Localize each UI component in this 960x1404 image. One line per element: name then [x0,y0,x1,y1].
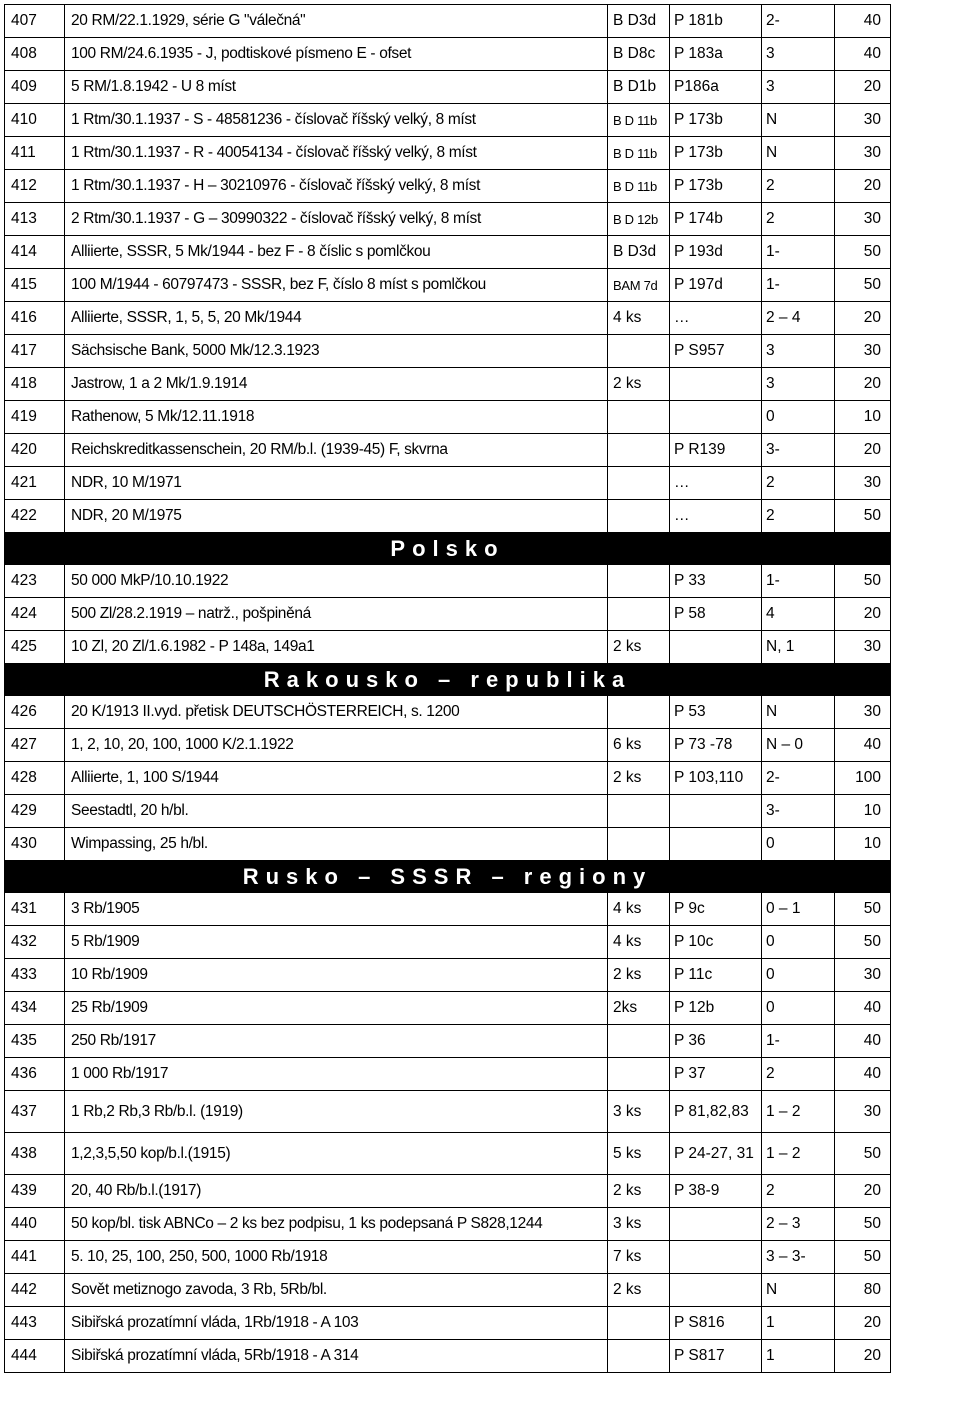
quantity-or-reference: 3 ks [608,1208,670,1241]
lot-number: 443 [5,1307,65,1340]
item-description: 1 Rtm/30.1.1937 - H – 30210976 - číslovač říšský velký, 8 míst [65,170,608,203]
item-description: 1 000 Rb/1917 [65,1058,608,1091]
pick-number: … [670,302,762,335]
catalog-row [5,500,891,533]
catalog-row [5,762,891,795]
item-description: 2 Rtm/30.1.1937 - G – 30990322 - číslovač říšský velký, 8 míst [65,203,608,236]
price: 50 [835,236,891,269]
quantity-or-reference [608,1025,670,1058]
item-description: Seestadtl, 20 h/bl. [65,795,608,828]
lot-number: 421 [5,467,65,500]
lot-number: 423 [5,565,65,598]
quantity-or-reference [608,1058,670,1091]
pick-number: P 174b [670,203,762,236]
item-description: 100 RM/24.6.1935 - J, podtiskové písmeno E - ofset [65,38,608,71]
condition-grade: N [762,137,835,170]
pick-number: P 10c [670,926,762,959]
lot-number: 411 [5,137,65,170]
quantity-or-reference: 2ks [608,992,670,1025]
pick-number: P S817 [670,1340,762,1373]
pick-number [670,1208,762,1241]
item-description: Reichskreditkassenschein, 20 RM/b.l. (1939-45) F, skvrna [65,434,608,467]
item-description: 25 Rb/1909 [65,992,608,1025]
quantity-or-reference: B D3d [608,5,670,38]
pick-number [670,631,762,664]
pick-number: P 38-9 [670,1175,762,1208]
item-description: NDR, 20 M/1975 [65,500,608,533]
lot-number: 415 [5,269,65,302]
price: 50 [835,926,891,959]
lot-number: 432 [5,926,65,959]
quantity-or-reference [608,828,670,861]
section-header-row [5,533,891,565]
item-description: 100 M/1944 - 60797473 - SSSR, bez F, číslo 8 míst s pomlčkou [65,269,608,302]
item-description: Sächsische Bank, 5000 Mk/12.3.1923 [65,335,608,368]
condition-grade: 3 [762,38,835,71]
pick-number: P S957 [670,335,762,368]
lot-number: 424 [5,598,65,631]
pick-number: P 12b [670,992,762,1025]
price: 20 [835,1340,891,1373]
item-description: Rathenow, 5 Mk/12.11.1918 [65,401,608,434]
condition-grade: 3 [762,368,835,401]
quantity-or-reference: 2 ks [608,1175,670,1208]
price: 80 [835,1274,891,1307]
section-title: Rakousko – republika [5,664,891,696]
quantity-or-reference: BAM 7d [608,269,670,302]
condition-grade: 3 – 3- [762,1241,835,1274]
quantity-or-reference: 7 ks [608,1241,670,1274]
lot-number: 429 [5,795,65,828]
catalog-row [5,828,891,861]
condition-grade: 1 – 2 [762,1091,835,1133]
item-description: 10 Rb/1909 [65,959,608,992]
catalog-row [5,631,891,664]
condition-grade: 1 – 2 [762,1133,835,1175]
lot-number: 407 [5,5,65,38]
catalog-row [5,992,891,1025]
condition-grade: 1- [762,269,835,302]
item-description: Sibiřská prozatímní vláda, 5Rb/1918 - A 314 [65,1340,608,1373]
price: 30 [835,1091,891,1133]
price: 20 [835,302,891,335]
pick-number: P 53 [670,696,762,729]
price: 40 [835,992,891,1025]
item-description: 20 K/1913 II.vyd. přetisk DEUTSCHÖSTERREICH, s. 1200 [65,696,608,729]
quantity-or-reference: B D3d [608,236,670,269]
item-description: 1 Rb,2 Rb,3 Rb/b.l. (1919) [65,1091,608,1133]
catalog-row [5,434,891,467]
quantity-or-reference: B D 12b [608,203,670,236]
banknote-price-list [4,4,891,1373]
condition-grade: 0 – 1 [762,893,835,926]
condition-grade: 1- [762,236,835,269]
condition-grade: 0 [762,828,835,861]
condition-grade: 2- [762,762,835,795]
quantity-or-reference [608,401,670,434]
price: 40 [835,1025,891,1058]
catalog-row [5,302,891,335]
price: 30 [835,467,891,500]
item-description: Alliierte, 1, 100 S/1944 [65,762,608,795]
pick-number: P 33 [670,565,762,598]
condition-grade: 3- [762,434,835,467]
item-description: 5. 10, 25, 100, 250, 500, 1000 Rb/1918 [65,1241,608,1274]
catalog-row [5,236,891,269]
price: 20 [835,71,891,104]
price: 10 [835,795,891,828]
item-description: 10 Zl, 20 Zl/1.6.1982 - P 148a, 149a1 [65,631,608,664]
lot-number: 439 [5,1175,65,1208]
lot-number: 425 [5,631,65,664]
lot-number: 441 [5,1241,65,1274]
price: 30 [835,631,891,664]
quantity-or-reference: 2 ks [608,1274,670,1307]
lot-number: 416 [5,302,65,335]
price: 40 [835,729,891,762]
pick-number: P 37 [670,1058,762,1091]
catalog-row [5,170,891,203]
catalog-row [5,137,891,170]
catalog-row [5,335,891,368]
lot-number: 408 [5,38,65,71]
price: 10 [835,828,891,861]
lot-number: 428 [5,762,65,795]
lot-number: 413 [5,203,65,236]
lot-number: 435 [5,1025,65,1058]
price: 40 [835,1058,891,1091]
lot-number: 419 [5,401,65,434]
catalog-row [5,104,891,137]
section-header-row [5,861,891,893]
catalog-row [5,1274,891,1307]
quantity-or-reference: B D 11b [608,137,670,170]
price-list-body [5,5,891,1373]
condition-grade: N [762,104,835,137]
pick-number: P 173b [670,170,762,203]
pick-number: P 24-27, 31 [670,1133,762,1175]
price: 40 [835,5,891,38]
quantity-or-reference [608,565,670,598]
condition-grade: 1 [762,1340,835,1373]
item-description: Alliierte, SSSR, 1, 5, 5, 20 Mk/1944 [65,302,608,335]
catalog-row [5,38,891,71]
condition-grade: 0 [762,926,835,959]
section-title: Polsko [5,533,891,565]
quantity-or-reference: B D8c [608,38,670,71]
item-description: Jastrow, 1 a 2 Mk/1.9.1914 [65,368,608,401]
condition-grade: 3 [762,335,835,368]
quantity-or-reference [608,434,670,467]
price: 50 [835,565,891,598]
pick-number [670,401,762,434]
pick-number: P 193d [670,236,762,269]
pick-number: P R139 [670,434,762,467]
price: 20 [835,1175,891,1208]
catalog-row [5,729,891,762]
lot-number: 427 [5,729,65,762]
quantity-or-reference [608,1340,670,1373]
quantity-or-reference [608,598,670,631]
quantity-or-reference: 2 ks [608,368,670,401]
condition-grade: 2 [762,500,835,533]
condition-grade: 1- [762,1025,835,1058]
condition-grade: 2 [762,170,835,203]
item-description: Sibiřská prozatímní vláda, 1Rb/1918 - A 103 [65,1307,608,1340]
price: 30 [835,696,891,729]
item-description: 1 Rtm/30.1.1937 - R - 40054134 - číslovač říšský velký, 8 míst [65,137,608,170]
catalog-row [5,598,891,631]
pick-number [670,828,762,861]
quantity-or-reference [608,335,670,368]
catalog-row [5,269,891,302]
quantity-or-reference [608,696,670,729]
price: 50 [835,1133,891,1175]
condition-grade: 2 [762,1175,835,1208]
pick-number: P 11c [670,959,762,992]
pick-number: P186a [670,71,762,104]
catalog-row [5,1091,891,1133]
catalog-row [5,5,891,38]
condition-grade: 0 [762,959,835,992]
quantity-or-reference [608,467,670,500]
price: 50 [835,1208,891,1241]
pick-number [670,795,762,828]
catalog-sheet [4,4,890,1373]
price: 20 [835,598,891,631]
item-description: 50 000 MkP/10.10.1922 [65,565,608,598]
lot-number: 414 [5,236,65,269]
price: 50 [835,269,891,302]
price: 50 [835,1241,891,1274]
catalog-row [5,959,891,992]
condition-grade: 2 – 3 [762,1208,835,1241]
item-description: 250 Rb/1917 [65,1025,608,1058]
condition-grade: 3- [762,795,835,828]
price: 20 [835,368,891,401]
price: 30 [835,959,891,992]
lot-number: 410 [5,104,65,137]
quantity-or-reference [608,1307,670,1340]
condition-grade: 2 [762,1058,835,1091]
catalog-row [5,401,891,434]
lot-number: 434 [5,992,65,1025]
condition-grade: 2- [762,5,835,38]
catalog-row [5,71,891,104]
lot-number: 420 [5,434,65,467]
price: 30 [835,104,891,137]
price: 100 [835,762,891,795]
catalog-row [5,795,891,828]
price: 20 [835,1307,891,1340]
item-description: 1, 2, 10, 20, 100, 1000 K/2.1.1922 [65,729,608,762]
quantity-or-reference: 4 ks [608,926,670,959]
condition-grade: N [762,1274,835,1307]
quantity-or-reference [608,795,670,828]
pick-number [670,1274,762,1307]
item-description: 20, 40 Rb/b.l.(1917) [65,1175,608,1208]
catalog-row [5,1025,891,1058]
catalog-row [5,1340,891,1373]
item-description: Alliierte, SSSR, 5 Mk/1944 - bez F - 8 číslic s pomlčkou [65,236,608,269]
lot-number: 436 [5,1058,65,1091]
pick-number: … [670,500,762,533]
condition-grade: 2 – 4 [762,302,835,335]
pick-number: P 9c [670,893,762,926]
quantity-or-reference: 4 ks [608,893,670,926]
pick-number [670,1241,762,1274]
pick-number: P 103,110 [670,762,762,795]
item-description: 5 Rb/1909 [65,926,608,959]
pick-number: P 197d [670,269,762,302]
item-description: NDR, 10 M/1971 [65,467,608,500]
lot-number: 426 [5,696,65,729]
condition-grade: 1- [762,565,835,598]
condition-grade: 4 [762,598,835,631]
item-description: 20 RM/22.1.1929, série G "válečná" [65,5,608,38]
catalog-row [5,926,891,959]
lot-number: 418 [5,368,65,401]
quantity-or-reference: B D 11b [608,104,670,137]
condition-grade: N, 1 [762,631,835,664]
item-description: 3 Rb/1905 [65,893,608,926]
section-title: Rusko – SSSR – regiony [5,861,891,893]
lot-number: 430 [5,828,65,861]
pick-number: P 181b [670,5,762,38]
lot-number: 417 [5,335,65,368]
pick-number: … [670,467,762,500]
quantity-or-reference: 3 ks [608,1091,670,1133]
catalog-row [5,1058,891,1091]
condition-grade: 1 [762,1307,835,1340]
pick-number [670,368,762,401]
quantity-or-reference: 2 ks [608,959,670,992]
condition-grade: N – 0 [762,729,835,762]
item-description: 1,2,3,5,50 kop/b.l.(1915) [65,1133,608,1175]
price: 40 [835,38,891,71]
price: 30 [835,137,891,170]
item-description: Sovět metiznogo zavoda, 3 Rb, 5Rb/bl. [65,1274,608,1307]
lot-number: 433 [5,959,65,992]
catalog-row [5,1241,891,1274]
price: 30 [835,335,891,368]
price: 50 [835,500,891,533]
catalog-row [5,893,891,926]
item-description: 50 kop/bl. tisk ABNCo – 2 ks bez podpisu, 1 ks podepsaná P S828,1244 [65,1208,608,1241]
quantity-or-reference: 4 ks [608,302,670,335]
catalog-row [5,1208,891,1241]
condition-grade: 2 [762,467,835,500]
pick-number: P S816 [670,1307,762,1340]
catalog-row [5,368,891,401]
lot-number: 431 [5,893,65,926]
pick-number: P 73 -78 [670,729,762,762]
item-description: 500 Zl/28.2.1919 – natrž., pošpiněná [65,598,608,631]
price: 30 [835,203,891,236]
quantity-or-reference: B D1b [608,71,670,104]
price: 20 [835,170,891,203]
lot-number: 422 [5,500,65,533]
condition-grade: 2 [762,203,835,236]
pick-number: P 173b [670,104,762,137]
pick-number: P 58 [670,598,762,631]
condition-grade: 0 [762,401,835,434]
quantity-or-reference [608,500,670,533]
catalog-row [5,467,891,500]
lot-number: 438 [5,1133,65,1175]
lot-number: 444 [5,1340,65,1373]
section-header-row [5,664,891,696]
condition-grade: 0 [762,992,835,1025]
price: 20 [835,434,891,467]
catalog-row [5,203,891,236]
catalog-row [5,1133,891,1175]
quantity-or-reference: B D 11b [608,170,670,203]
item-description: Wimpassing, 25 h/bl. [65,828,608,861]
catalog-row [5,565,891,598]
pick-number: P 183a [670,38,762,71]
pick-number: P 81,82,83 [670,1091,762,1133]
item-description: 1 Rtm/30.1.1937 - S - 48581236 - číslovač říšský velký, 8 míst [65,104,608,137]
lot-number: 440 [5,1208,65,1241]
lot-number: 442 [5,1274,65,1307]
item-description: 5 RM/1.8.1942 - U 8 míst [65,71,608,104]
catalog-row [5,696,891,729]
catalog-row [5,1307,891,1340]
quantity-or-reference: 2 ks [608,631,670,664]
pick-number: P 173b [670,137,762,170]
quantity-or-reference: 5 ks [608,1133,670,1175]
quantity-or-reference: 6 ks [608,729,670,762]
price: 10 [835,401,891,434]
condition-grade: N [762,696,835,729]
condition-grade: 3 [762,71,835,104]
price: 50 [835,893,891,926]
quantity-or-reference: 2 ks [608,762,670,795]
lot-number: 409 [5,71,65,104]
lot-number: 412 [5,170,65,203]
pick-number: P 36 [670,1025,762,1058]
lot-number: 437 [5,1091,65,1133]
catalog-row [5,1175,891,1208]
